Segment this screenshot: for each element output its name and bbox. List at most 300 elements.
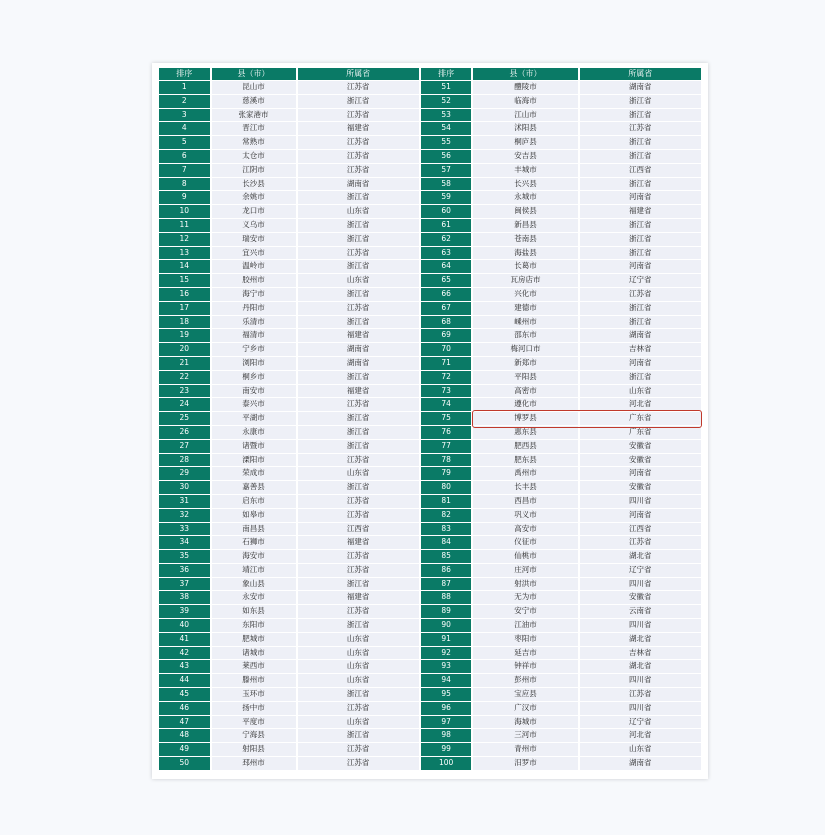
province-cell-right: 湖北省 (580, 633, 701, 647)
rank-cell-right: 62 (421, 233, 472, 247)
rank-cell-right: 84 (421, 536, 472, 550)
rank-cell-left: 46 (159, 702, 210, 716)
rank-cell-left: 12 (159, 233, 210, 247)
rank-cell-right: 80 (421, 481, 472, 495)
province-cell-right: 安徽省 (580, 454, 701, 468)
province-cell-left: 浙江省 (298, 440, 419, 454)
table-row (159, 191, 701, 205)
province-cell-left: 山东省 (298, 674, 419, 688)
county-ranking-table (157, 68, 703, 771)
county-cell-left: 温岭市 (212, 260, 296, 274)
table-body (159, 81, 701, 771)
province-cell-left: 江苏省 (298, 164, 419, 178)
table-row (159, 495, 701, 509)
rank-cell-left: 22 (159, 371, 210, 385)
province-cell-right: 江西省 (580, 523, 701, 537)
province-cell-right: 四川省 (580, 674, 701, 688)
county-cell-left: 如东县 (212, 605, 296, 619)
rank-cell-left: 4 (159, 122, 210, 136)
rank-cell-left: 50 (159, 757, 210, 771)
rank-cell-right: 99 (421, 743, 472, 757)
rank-cell-left: 17 (159, 302, 210, 316)
rank-cell-right: 73 (421, 385, 472, 399)
county-cell-right: 临海市 (473, 95, 577, 109)
rank-cell-left: 40 (159, 619, 210, 633)
county-cell-left: 宜兴市 (212, 247, 296, 261)
province-cell-left: 江苏省 (298, 757, 419, 771)
rank-cell-right: 59 (421, 191, 472, 205)
province-cell-right: 福建省 (580, 205, 701, 219)
province-cell-left: 浙江省 (298, 233, 419, 247)
county-cell-right: 西昌市 (473, 495, 577, 509)
county-cell-left: 义乌市 (212, 219, 296, 233)
county-cell-left: 江阴市 (212, 164, 296, 178)
rank-cell-right: 68 (421, 316, 472, 330)
county-cell-left: 宁海县 (212, 729, 296, 743)
province-cell-left: 浙江省 (298, 288, 419, 302)
table-row (159, 729, 701, 743)
table-row (159, 205, 701, 219)
county-cell-left: 海安市 (212, 550, 296, 564)
province-cell-right: 吉林省 (580, 647, 701, 661)
county-cell-left: 射阳县 (212, 743, 296, 757)
province-cell-right: 四川省 (580, 702, 701, 716)
county-cell-left: 福清市 (212, 329, 296, 343)
rank-cell-left: 44 (159, 674, 210, 688)
county-cell-right: 醴陵市 (473, 81, 577, 95)
table-row (159, 564, 701, 578)
province-cell-left: 江苏省 (298, 550, 419, 564)
header-rank-right: 排序 (421, 68, 472, 81)
rank-cell-left: 27 (159, 440, 210, 454)
province-cell-left: 福建省 (298, 385, 419, 399)
province-cell-right: 辽宁省 (580, 716, 701, 730)
province-cell-left: 浙江省 (298, 316, 419, 330)
rank-cell-right: 90 (421, 619, 472, 633)
county-cell-left: 东阳市 (212, 619, 296, 633)
table-row (159, 357, 701, 371)
rank-cell-left: 42 (159, 647, 210, 661)
province-cell-right: 广东省 (580, 412, 701, 426)
table-row (159, 122, 701, 136)
province-cell-right: 江苏省 (580, 122, 701, 136)
county-cell-right: 青州市 (473, 743, 577, 757)
table-row (159, 398, 701, 412)
province-cell-left: 浙江省 (298, 412, 419, 426)
county-cell-right: 彭州市 (473, 674, 577, 688)
county-cell-right: 江山市 (473, 109, 577, 123)
county-cell-right: 高密市 (473, 385, 577, 399)
county-cell-left: 浏阳市 (212, 357, 296, 371)
rank-cell-right: 71 (421, 357, 472, 371)
province-cell-right: 河北省 (580, 729, 701, 743)
province-cell-left: 浙江省 (298, 95, 419, 109)
rank-cell-right: 64 (421, 260, 472, 274)
rank-cell-left: 9 (159, 191, 210, 205)
table-row (159, 440, 701, 454)
table-row (159, 247, 701, 261)
province-cell-right: 浙江省 (580, 371, 701, 385)
county-cell-left: 宁乡市 (212, 343, 296, 357)
rank-cell-right: 81 (421, 495, 472, 509)
county-cell-right: 庄河市 (473, 564, 577, 578)
county-cell-right: 巩义市 (473, 509, 577, 523)
province-cell-left: 江苏省 (298, 398, 419, 412)
table-row (159, 178, 701, 192)
table-row (159, 150, 701, 164)
rank-cell-right: 67 (421, 302, 472, 316)
table-row (159, 274, 701, 288)
county-cell-left: 平湖市 (212, 412, 296, 426)
rank-cell-right: 100 (421, 757, 472, 771)
province-cell-left: 浙江省 (298, 426, 419, 440)
county-cell-right: 长葛市 (473, 260, 577, 274)
table-row (159, 619, 701, 633)
rank-cell-left: 18 (159, 316, 210, 330)
table-row (159, 454, 701, 468)
province-cell-left: 山东省 (298, 660, 419, 674)
rank-cell-left: 10 (159, 205, 210, 219)
county-cell-right: 枣阳市 (473, 633, 577, 647)
province-cell-right: 安徽省 (580, 440, 701, 454)
province-cell-right: 河南省 (580, 509, 701, 523)
province-cell-left: 浙江省 (298, 219, 419, 233)
province-cell-left: 江苏省 (298, 564, 419, 578)
county-cell-right: 博罗县 (473, 412, 577, 426)
province-cell-left: 浙江省 (298, 191, 419, 205)
table-row (159, 674, 701, 688)
province-cell-left: 山东省 (298, 467, 419, 481)
province-cell-right: 江苏省 (580, 288, 701, 302)
rank-cell-left: 15 (159, 274, 210, 288)
table-row (159, 233, 701, 247)
county-cell-left: 海宁市 (212, 288, 296, 302)
province-cell-right: 辽宁省 (580, 564, 701, 578)
rank-cell-left: 8 (159, 178, 210, 192)
province-cell-left: 江苏省 (298, 247, 419, 261)
table-row (159, 81, 701, 95)
county-cell-left: 启东市 (212, 495, 296, 509)
county-cell-left: 平度市 (212, 716, 296, 730)
rank-cell-right: 92 (421, 647, 472, 661)
province-cell-right: 浙江省 (580, 302, 701, 316)
rank-cell-right: 89 (421, 605, 472, 619)
county-cell-right: 长兴县 (473, 178, 577, 192)
province-cell-right: 河南省 (580, 467, 701, 481)
rank-cell-left: 39 (159, 605, 210, 619)
county-cell-right: 桐庐县 (473, 136, 577, 150)
county-cell-right: 苍南县 (473, 233, 577, 247)
table-row (159, 164, 701, 178)
province-cell-right: 广东省 (580, 426, 701, 440)
province-cell-right: 河南省 (580, 260, 701, 274)
rank-cell-right: 72 (421, 371, 472, 385)
table-row (159, 481, 701, 495)
province-cell-left: 湖南省 (298, 357, 419, 371)
rank-cell-left: 45 (159, 688, 210, 702)
table-row (159, 702, 701, 716)
province-cell-left: 江苏省 (298, 454, 419, 468)
province-cell-left: 浙江省 (298, 371, 419, 385)
rank-cell-left: 13 (159, 247, 210, 261)
rank-cell-left: 21 (159, 357, 210, 371)
county-cell-left: 慈溪市 (212, 95, 296, 109)
table-row (159, 509, 701, 523)
province-cell-right: 湖北省 (580, 660, 701, 674)
county-cell-right: 闽侯县 (473, 205, 577, 219)
rank-cell-right: 98 (421, 729, 472, 743)
county-cell-left: 肥城市 (212, 633, 296, 647)
rank-cell-right: 66 (421, 288, 472, 302)
rank-cell-right: 77 (421, 440, 472, 454)
rank-cell-left: 36 (159, 564, 210, 578)
county-cell-left: 如皋市 (212, 509, 296, 523)
province-cell-left: 浙江省 (298, 578, 419, 592)
table-row (159, 288, 701, 302)
county-cell-right: 江油市 (473, 619, 577, 633)
rank-cell-right: 94 (421, 674, 472, 688)
province-cell-left: 江苏省 (298, 702, 419, 716)
rank-cell-right: 58 (421, 178, 472, 192)
rank-cell-left: 32 (159, 509, 210, 523)
province-cell-right: 浙江省 (580, 219, 701, 233)
province-cell-left: 浙江省 (298, 688, 419, 702)
province-cell-left: 江苏省 (298, 81, 419, 95)
rank-cell-right: 86 (421, 564, 472, 578)
header-rank-left: 排序 (159, 68, 210, 81)
county-cell-left: 瑞安市 (212, 233, 296, 247)
rank-cell-left: 11 (159, 219, 210, 233)
province-cell-right: 浙江省 (580, 178, 701, 192)
province-cell-left: 山东省 (298, 633, 419, 647)
county-cell-left: 荣成市 (212, 467, 296, 481)
county-cell-left: 莱西市 (212, 660, 296, 674)
province-cell-right: 河南省 (580, 191, 701, 205)
county-cell-left: 胶州市 (212, 274, 296, 288)
rank-cell-right: 96 (421, 702, 472, 716)
county-cell-left: 永康市 (212, 426, 296, 440)
rank-cell-right: 95 (421, 688, 472, 702)
county-cell-right: 新郑市 (473, 357, 577, 371)
rank-cell-left: 47 (159, 716, 210, 730)
county-cell-left: 诸暨市 (212, 440, 296, 454)
table-row (159, 136, 701, 150)
province-cell-right: 云南省 (580, 605, 701, 619)
rank-cell-right: 75 (421, 412, 472, 426)
county-cell-right: 惠东县 (473, 426, 577, 440)
province-cell-right: 江西省 (580, 164, 701, 178)
rank-cell-left: 37 (159, 578, 210, 592)
rank-cell-right: 69 (421, 329, 472, 343)
rank-cell-left: 49 (159, 743, 210, 757)
rank-cell-left: 34 (159, 536, 210, 550)
county-cell-right: 沭阳县 (473, 122, 577, 136)
province-cell-right: 河北省 (580, 398, 701, 412)
county-cell-left: 张家港市 (212, 109, 296, 123)
rank-cell-left: 33 (159, 523, 210, 537)
rank-cell-left: 6 (159, 150, 210, 164)
table-row (159, 605, 701, 619)
county-cell-right: 肥东县 (473, 454, 577, 468)
province-cell-left: 福建省 (298, 591, 419, 605)
rank-cell-right: 51 (421, 81, 472, 95)
province-cell-right: 湖北省 (580, 550, 701, 564)
province-cell-left: 江苏省 (298, 495, 419, 509)
province-cell-left: 浙江省 (298, 729, 419, 743)
header-province-left: 所属省 (298, 68, 419, 81)
rank-cell-right: 93 (421, 660, 472, 674)
rank-cell-right: 74 (421, 398, 472, 412)
province-cell-left: 福建省 (298, 122, 419, 136)
county-cell-left: 滕州市 (212, 674, 296, 688)
province-cell-left: 江苏省 (298, 109, 419, 123)
rank-cell-right: 70 (421, 343, 472, 357)
rank-cell-left: 16 (159, 288, 210, 302)
county-cell-right: 射洪市 (473, 578, 577, 592)
table-row (159, 716, 701, 730)
table-row (159, 467, 701, 481)
table-row (159, 660, 701, 674)
rank-cell-right: 61 (421, 219, 472, 233)
county-cell-left: 太仓市 (212, 150, 296, 164)
rank-cell-right: 76 (421, 426, 472, 440)
rank-cell-left: 26 (159, 426, 210, 440)
province-cell-right: 四川省 (580, 619, 701, 633)
province-cell-right: 吉林省 (580, 343, 701, 357)
rank-cell-right: 97 (421, 716, 472, 730)
table-row (159, 426, 701, 440)
county-cell-left: 余姚市 (212, 191, 296, 205)
county-cell-left: 乐清市 (212, 316, 296, 330)
county-cell-left: 南昌县 (212, 523, 296, 537)
rank-cell-right: 52 (421, 95, 472, 109)
county-cell-left: 玉环市 (212, 688, 296, 702)
province-cell-left: 福建省 (298, 329, 419, 343)
county-cell-left: 泰兴市 (212, 398, 296, 412)
header-county-left: 县（市） (212, 68, 296, 81)
province-cell-left: 江苏省 (298, 150, 419, 164)
rank-cell-right: 53 (421, 109, 472, 123)
province-cell-right: 安徽省 (580, 481, 701, 495)
county-cell-right: 遵化市 (473, 398, 577, 412)
county-cell-right: 汨罗市 (473, 757, 577, 771)
province-cell-right: 江苏省 (580, 536, 701, 550)
province-cell-right: 浙江省 (580, 233, 701, 247)
rank-cell-left: 2 (159, 95, 210, 109)
county-cell-left: 扬中市 (212, 702, 296, 716)
table-row (159, 591, 701, 605)
county-cell-left: 丹阳市 (212, 302, 296, 316)
county-cell-right: 海城市 (473, 716, 577, 730)
county-cell-right: 延吉市 (473, 647, 577, 661)
table-row (159, 536, 701, 550)
county-cell-right: 建德市 (473, 302, 577, 316)
province-cell-right: 浙江省 (580, 136, 701, 150)
rank-cell-right: 88 (421, 591, 472, 605)
province-cell-left: 福建省 (298, 536, 419, 550)
rank-cell-left: 31 (159, 495, 210, 509)
table-row (159, 109, 701, 123)
table-row (159, 95, 701, 109)
table-row (159, 219, 701, 233)
rank-cell-right: 87 (421, 578, 472, 592)
province-cell-right: 浙江省 (580, 150, 701, 164)
table-row (159, 523, 701, 537)
rank-cell-left: 24 (159, 398, 210, 412)
rank-cell-left: 30 (159, 481, 210, 495)
rank-cell-right: 57 (421, 164, 472, 178)
county-cell-right: 新昌县 (473, 219, 577, 233)
rank-cell-left: 5 (159, 136, 210, 150)
table-row (159, 260, 701, 274)
table-row (159, 412, 701, 426)
table-row (159, 302, 701, 316)
rank-cell-left: 14 (159, 260, 210, 274)
rank-cell-right: 91 (421, 633, 472, 647)
province-cell-left: 浙江省 (298, 619, 419, 633)
ranking-sheet (152, 63, 708, 779)
province-cell-right: 湖南省 (580, 757, 701, 771)
rank-cell-left: 19 (159, 329, 210, 343)
county-cell-left: 溧阳市 (212, 454, 296, 468)
county-cell-right: 邵东市 (473, 329, 577, 343)
rank-cell-left: 41 (159, 633, 210, 647)
county-cell-left: 永安市 (212, 591, 296, 605)
province-cell-right: 山东省 (580, 743, 701, 757)
rank-cell-left: 20 (159, 343, 210, 357)
county-cell-left: 石狮市 (212, 536, 296, 550)
province-cell-right: 浙江省 (580, 109, 701, 123)
province-cell-right: 山东省 (580, 385, 701, 399)
province-cell-left: 江苏省 (298, 509, 419, 523)
county-cell-right: 丰城市 (473, 164, 577, 178)
province-cell-right: 河南省 (580, 357, 701, 371)
province-cell-right: 湖南省 (580, 329, 701, 343)
province-cell-left: 江西省 (298, 523, 419, 537)
county-cell-right: 梅河口市 (473, 343, 577, 357)
province-cell-right: 浙江省 (580, 247, 701, 261)
rank-cell-left: 7 (159, 164, 210, 178)
rank-cell-left: 1 (159, 81, 210, 95)
rank-cell-left: 28 (159, 454, 210, 468)
rank-cell-left: 35 (159, 550, 210, 564)
header-county-right: 县（市） (473, 68, 577, 81)
county-cell-right: 禹州市 (473, 467, 577, 481)
county-cell-left: 邳州市 (212, 757, 296, 771)
county-cell-right: 无为市 (473, 591, 577, 605)
province-cell-right: 江苏省 (580, 688, 701, 702)
table-row (159, 371, 701, 385)
province-cell-left: 江苏省 (298, 605, 419, 619)
rank-cell-left: 38 (159, 591, 210, 605)
rank-cell-right: 60 (421, 205, 472, 219)
rank-cell-left: 25 (159, 412, 210, 426)
province-cell-right: 浙江省 (580, 95, 701, 109)
county-cell-left: 昆山市 (212, 81, 296, 95)
table-row (159, 316, 701, 330)
rank-cell-right: 83 (421, 523, 472, 537)
county-cell-left: 象山县 (212, 578, 296, 592)
province-cell-left: 山东省 (298, 205, 419, 219)
province-cell-right: 安徽省 (580, 591, 701, 605)
header-province-right: 所属省 (580, 68, 701, 81)
table-row (159, 757, 701, 771)
county-cell-right: 宝应县 (473, 688, 577, 702)
province-cell-left: 浙江省 (298, 260, 419, 274)
rank-cell-left: 48 (159, 729, 210, 743)
county-cell-right: 三河市 (473, 729, 577, 743)
province-cell-right: 辽宁省 (580, 274, 701, 288)
